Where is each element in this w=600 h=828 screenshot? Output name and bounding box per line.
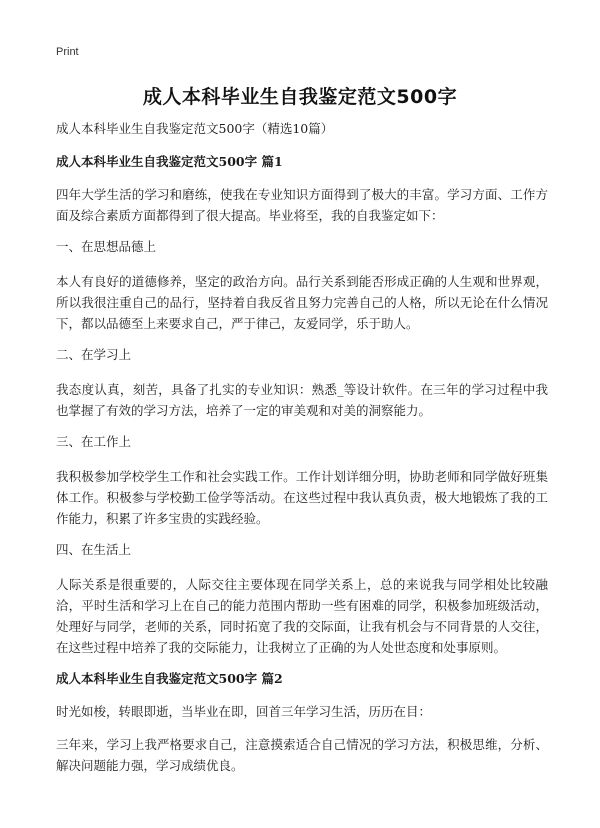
section-2-heading: 二、在学习上 (56, 347, 132, 362)
section-1-text: 本人有良好的道德修养，坚定的政治方向。品行关系到能否形成正确的人生观和世界观，所以我很注重自己的品行，坚持着自我反省且努力完善自己的人格，所以无论在什么情况下，都以品德至上来要求自己，严于律己，友爱同学，乐于助人。 (56, 274, 548, 331)
section-2-text: 我态度认真，刻苦，具备了扎实的专业知识：熟悉_等设计软件。在三年的学习过程中我也掌握了有效的学习方法，培养了一定的审美观和对美的洞察能力。 (56, 382, 548, 418)
article-2-paragraph-2: 三年来，学习上我严格要求自己，注意摸索适合自己情况的学习方法，积极思维，分析、解决问题能力强，学习成绩优良。 (56, 737, 548, 773)
article-2-paragraph-1: 时光如梭，转眼即逝，当毕业在即，回首三年学习生活，历历在目： (56, 704, 432, 719)
article-1-intro: 四年大学生活的学习和磨练，使我在专业知识方面得到了极大的丰富。学习方面、工作方面及综合素质方面都得到了很大提高。毕业将至，我的自我鉴定如下： (56, 187, 548, 223)
section-1-heading: 一、在思想品德上 (56, 239, 157, 254)
section-4-text: 人际关系是很重要的，人际交往主要体现在同学关系上，总的来说我与同学相处比较融洽，平时生活和学习上在自己的能力范围内帮助一些有困难的同学，积极参加班级活动，处理好与同学，老师的关系，同时拓宽了我的交际面，让我有机会与不同背景的人交往，在这些过程中培养了我的交际能力，让我树立了正确的为人处世态度和处事原则。 (56, 577, 548, 655)
document-body (56, 120, 548, 788)
section-4-heading: 四、在生活上 (56, 542, 132, 557)
section-3-text: 我积极参加学校学生工作和社会实践工作。工作计划详细分明，协助老师和同学做好班集体工作。积极参与学校勤工俭学等活动。在这些过程中我认真负责，极大地锻炼了我的工作能力，积累了许多宝贵的实践经验。 (56, 469, 548, 526)
article-1-heading: 成人本科毕业生自我鉴定范文500字 篇1 (56, 154, 283, 169)
document-subtitle: 成人本科毕业生自我鉴定范文500字（精选10篇） (56, 121, 334, 136)
page-title: 成人本科毕业生自我鉴定范文500字 (142, 86, 458, 108)
section-3-heading: 三、在工作上 (56, 434, 132, 449)
print-label[interactable]: Print (56, 46, 79, 58)
article-2-heading: 成人本科毕业生自我鉴定范文500字 篇2 (56, 671, 283, 686)
